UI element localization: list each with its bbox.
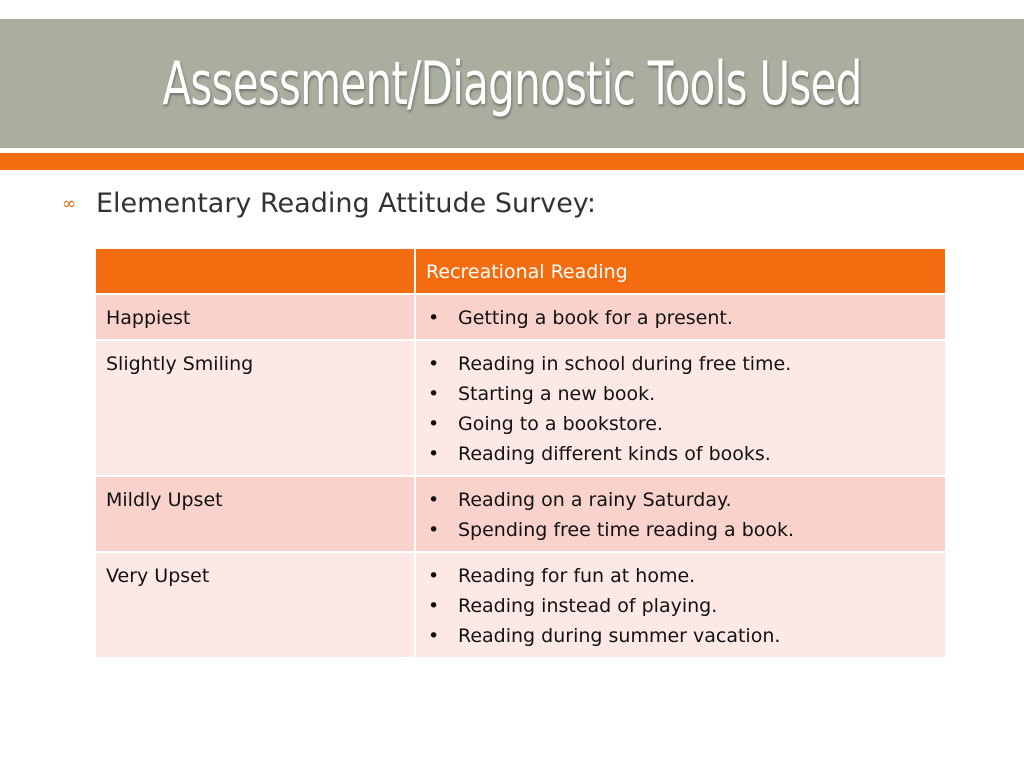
- table-row: [95, 476, 946, 552]
- row-label: Very Upset: [95, 552, 415, 658]
- scroll-bullet-icon: ∞: [62, 193, 77, 214]
- row-label: Happiest: [95, 294, 415, 340]
- bullet-row: [62, 188, 596, 219]
- list-item: • Starting a new book.: [426, 379, 935, 409]
- header-cell-blank: [95, 248, 415, 294]
- bullet-text: Elementary Reading Attitude Survey:: [96, 188, 596, 219]
- list-item: • Reading for fun at home.: [426, 561, 935, 591]
- list-item: • Spending free time reading a book.: [426, 515, 935, 545]
- list-item: • Going to a bookstore.: [426, 409, 935, 439]
- row-items-cell: [415, 476, 946, 552]
- row-label: Slightly Smiling: [95, 340, 415, 476]
- list-item: • Reading different kinds of books.: [426, 439, 935, 469]
- slide-title: Assessment/Diagnostic Tools Used: [162, 48, 862, 119]
- item-list: [426, 349, 935, 469]
- list-item: • Reading instead of playing.: [426, 591, 935, 621]
- list-item: • Reading on a rainy Saturday.: [426, 485, 935, 515]
- item-list: [426, 303, 935, 333]
- list-item: • Reading in school during free time.: [426, 349, 935, 379]
- table-row: [95, 294, 946, 340]
- row-items-cell: [415, 552, 946, 658]
- table-header-row: [95, 248, 946, 294]
- item-list: [426, 561, 935, 651]
- row-items-cell: [415, 340, 946, 476]
- header-cell-recreational-reading: Recreational Reading: [415, 248, 946, 294]
- accent-bar: [0, 153, 1024, 170]
- list-item: • Getting a book for a present.: [426, 303, 935, 333]
- item-list: [426, 485, 935, 545]
- row-items-cell: [415, 294, 946, 340]
- table-row: [95, 340, 946, 476]
- list-item: • Reading during summer vacation.: [426, 621, 935, 651]
- table-row: [95, 552, 946, 658]
- survey-table: [94, 247, 947, 659]
- row-label: Mildly Upset: [95, 476, 415, 552]
